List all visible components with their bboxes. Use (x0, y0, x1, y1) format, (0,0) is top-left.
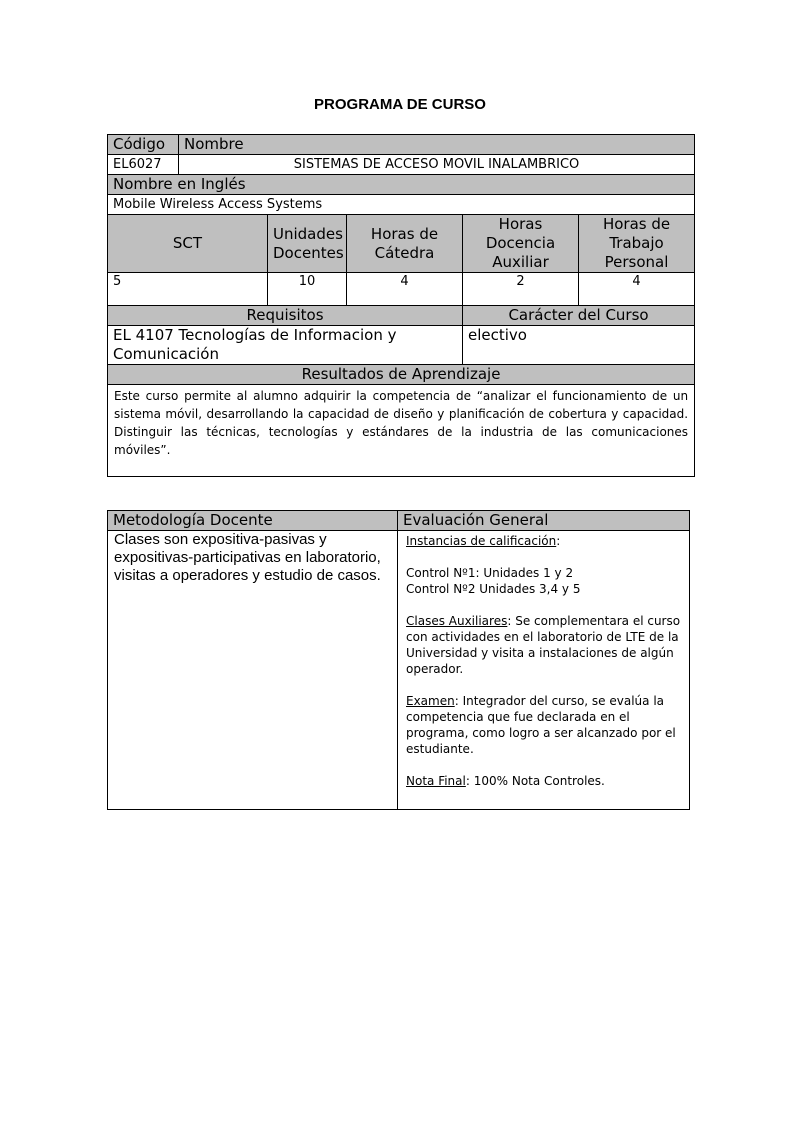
catedra-value: 4 (347, 273, 463, 306)
personal-header: Horas de Trabajo Personal (579, 215, 695, 273)
requisitos-value: EL 4107 Tecnologías de Informacion y Comunicación (108, 326, 463, 365)
control-2: Control Nº2 Unidades 3,4 y 5 (406, 582, 581, 596)
unidades-header: Unidades Docentes (268, 215, 347, 273)
codigo-value: EL6027 (108, 155, 179, 175)
page-title: PROGRAMA DE CURSO (314, 96, 486, 113)
methodology-table (107, 510, 690, 810)
unidades-value: 10 (268, 273, 347, 306)
resultados-text: Este curso permite al alumno adquirir la competencia de “analizar el funcionamiento de un sistema móvil, desarrollando la capacidad de diseño y planificación de cobertura y capacidad. Distinguir las técnicas, tecnologías y estándares de la industria de las comunicaciones móviles”. (108, 385, 695, 477)
ingles-label: Nombre en Inglés (108, 175, 695, 195)
ingles-value: Mobile Wireless Access Systems (108, 195, 695, 215)
nombre-value: SISTEMAS DE ACCESO MOVIL INALAMBRICO (179, 155, 695, 175)
sct-value: 5 (108, 273, 268, 306)
personal-value: 4 (579, 273, 695, 306)
caracter-value: electivo (463, 326, 695, 365)
nota-text: : 100% Nota Controles. (465, 774, 605, 788)
course-info-table (107, 134, 695, 477)
auxiliar-header: Horas Docencia Auxiliar (463, 215, 579, 273)
aux-label: Clases Auxiliares (406, 614, 508, 628)
catedra-header: Horas de Cátedra (347, 215, 463, 273)
resultados-label: Resultados de Aprendizaje (108, 365, 695, 385)
control-1: Control Nº1: Unidades 1 y 2 (406, 566, 574, 580)
sct-header: SCT (108, 215, 268, 273)
evaluacion-label: Evaluación General (398, 511, 690, 531)
requisitos-label: Requisitos (108, 306, 463, 326)
metodologia-text: Clases son expositiva-pasivas y expositivas-participativas en laboratorio, visitas a operadores y estudio de casos. (108, 531, 398, 810)
codigo-label: Código (108, 135, 179, 155)
instancias-label: Instancias de calificación (406, 534, 557, 548)
caracter-label: Carácter del Curso (463, 306, 695, 326)
metodologia-label: Metodología Docente (108, 511, 398, 531)
nota-label: Nota Final (406, 774, 466, 788)
aux-text: : Se complementara el curso con actividades en el laboratorio de LTE de la Universidad y visita a instalaciones de algún operador. (406, 614, 681, 676)
nombre-label: Nombre (179, 135, 695, 155)
evaluacion-body: Instancias de calificación: Control Nº1: Unidades 1 y 2 Control Nº2 Unidades 3,4 y 5 Clases Auxiliares: Se complementara el curso con actividades en el laboratorio de LTE de la Universidad y visita a instalaciones de algún operador. Examen: Integrador del curso, se evalúa la competencia que fue declarada en el programa, como logro a ser alcanzado por el estudiante. Nota Final: 100% Nota Controles. (398, 531, 690, 810)
examen-label: Examen (406, 694, 455, 708)
examen-text: : Integrador del curso, se evalúa la competencia que fue declarada en el programa, como logro a ser alcanzado por el estudiante. (406, 694, 676, 756)
auxiliar-value: 2 (463, 273, 579, 306)
